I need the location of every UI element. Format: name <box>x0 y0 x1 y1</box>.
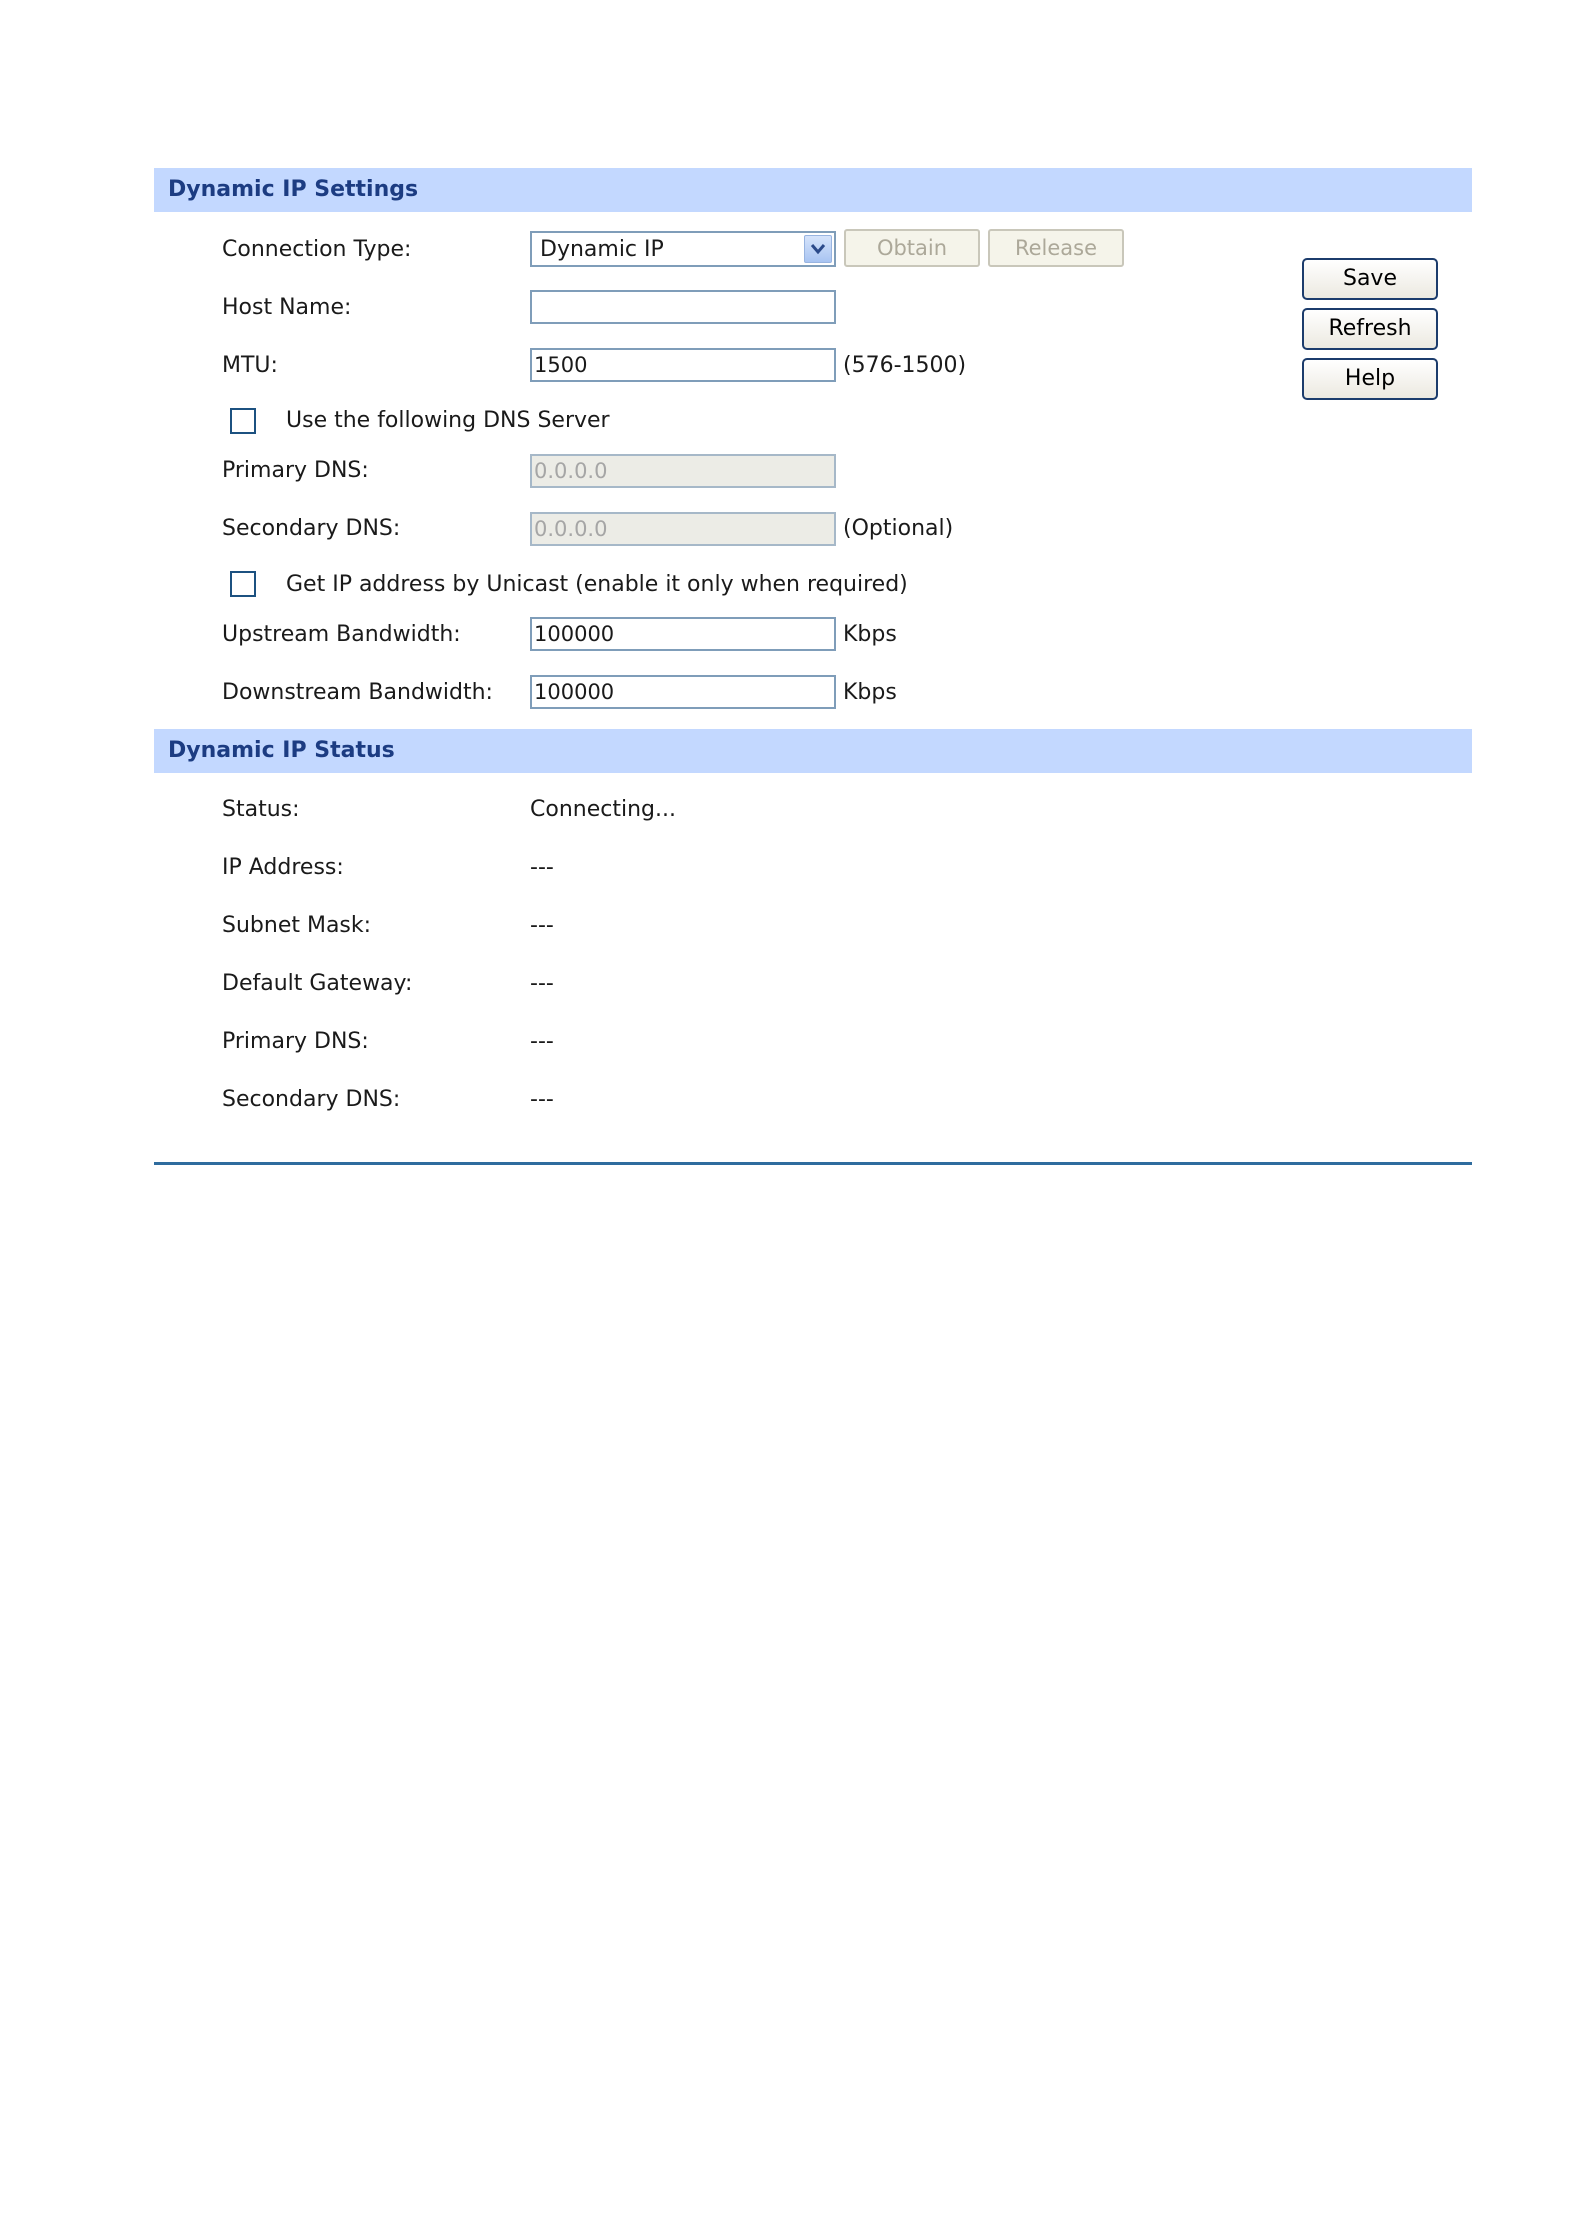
downstream-unit: Kbps <box>843 680 897 705</box>
release-button[interactable]: Release <box>988 229 1124 267</box>
bottom-divider <box>154 1162 1472 1165</box>
status-primary-dns-value: --- <box>530 1029 554 1054</box>
use-dns-label: Use the following DNS Server <box>286 408 610 433</box>
unicast-label: Get IP address by Unicast (enable it only when required) <box>286 572 908 597</box>
secondary-dns-note: (Optional) <box>843 516 954 541</box>
status-secondary-dns-value: --- <box>530 1087 554 1112</box>
status-label: Status: <box>222 797 300 822</box>
upstream-unit: Kbps <box>843 622 897 647</box>
host-name-label: Host Name: <box>222 295 352 320</box>
subnet-mask-label: Subnet Mask: <box>222 913 372 938</box>
unicast-checkbox[interactable] <box>230 571 256 597</box>
connection-type-value: Dynamic IP <box>540 237 664 262</box>
secondary-dns-label: Secondary DNS: <box>222 516 401 541</box>
upstream-bandwidth-input[interactable]: 100000 <box>530 617 836 651</box>
ip-address-label: IP Address: <box>222 855 344 880</box>
mtu-input[interactable]: 1500 <box>530 348 836 382</box>
connection-type-label: Connection Type: <box>222 237 412 262</box>
status-value: Connecting... <box>530 797 676 822</box>
help-button[interactable]: Help <box>1302 358 1438 400</box>
subnet-mask-value: --- <box>530 913 554 938</box>
save-button[interactable]: Save <box>1302 258 1438 300</box>
mtu-label: MTU: <box>222 353 278 378</box>
upstream-bandwidth-label: Upstream Bandwidth: <box>222 622 461 647</box>
status-secondary-dns-label: Secondary DNS: <box>222 1087 401 1112</box>
default-gateway-value: --- <box>530 971 554 996</box>
secondary-dns-input[interactable]: 0.0.0.0 <box>530 512 836 546</box>
status-primary-dns-label: Primary DNS: <box>222 1029 369 1054</box>
downstream-bandwidth-input[interactable]: 100000 <box>530 675 836 709</box>
refresh-button[interactable]: Refresh <box>1302 308 1438 350</box>
mtu-range: (576-1500) <box>843 353 967 378</box>
use-dns-checkbox[interactable] <box>230 408 256 434</box>
default-gateway-label: Default Gateway: <box>222 971 413 996</box>
obtain-button[interactable]: Obtain <box>844 229 980 267</box>
connection-type-select[interactable] <box>530 231 836 267</box>
settings-section-header: Dynamic IP Settings <box>154 168 1472 212</box>
primary-dns-label: Primary DNS: <box>222 458 369 483</box>
downstream-bandwidth-label: Downstream Bandwidth: <box>222 680 493 705</box>
chevron-down-icon[interactable] <box>804 235 832 263</box>
host-name-input[interactable] <box>530 290 836 324</box>
status-section-header: Dynamic IP Status <box>154 729 1472 773</box>
ip-address-value: --- <box>530 855 554 880</box>
primary-dns-input[interactable]: 0.0.0.0 <box>530 454 836 488</box>
